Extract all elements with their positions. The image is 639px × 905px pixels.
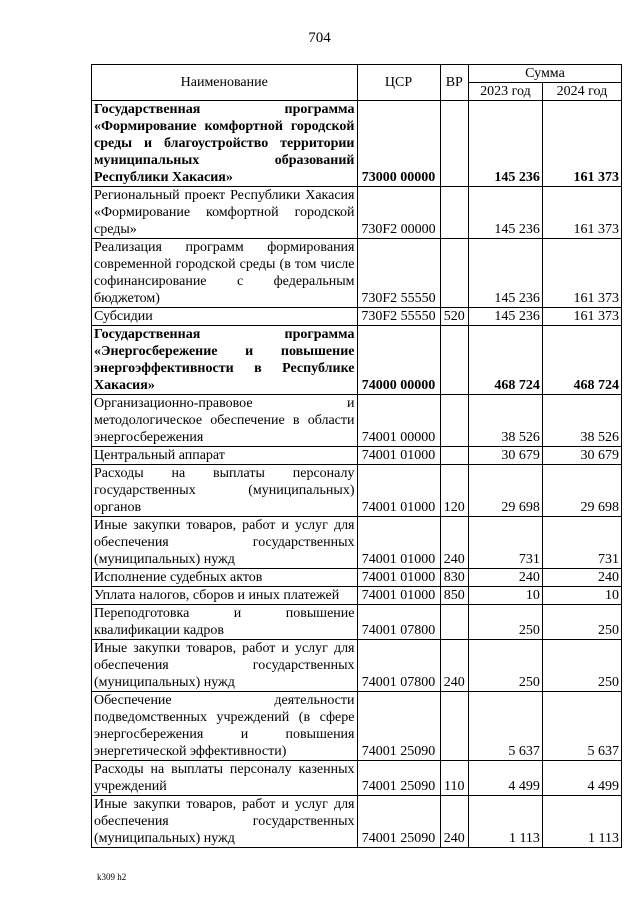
page-number: 704 <box>308 30 331 46</box>
row-vr <box>440 447 468 465</box>
row-sum-2023: 145 236 <box>468 239 542 308</box>
row-vr: 830 <box>440 569 468 587</box>
row-vr <box>440 395 468 447</box>
row-sum-2024: 468 724 <box>542 326 621 395</box>
row-vr: 850 <box>440 587 468 605</box>
row-sum-2024: 10 <box>542 587 621 605</box>
row-name: Иные закупки товаров, работ и услуг для обеспечения государственных (муниципальных) нужд <box>92 796 358 848</box>
table-body <box>92 101 622 848</box>
row-sum-2023: 30 679 <box>468 447 542 465</box>
row-sum-2023: 5 637 <box>468 692 542 761</box>
row-name: Центральный аппарат <box>92 447 358 465</box>
table-row <box>92 640 622 692</box>
row-vr <box>440 605 468 640</box>
row-name: Региональный проект Республики Хакасия «Формирование комфортной городской среды» <box>92 187 358 239</box>
row-vr: 240 <box>440 640 468 692</box>
table-row <box>92 796 622 848</box>
row-name: Расходы на выплаты персоналу государственных (муниципальных) органов <box>92 465 358 517</box>
row-csr: 730F2 00000 <box>357 187 440 239</box>
row-vr <box>440 101 468 187</box>
row-csr: 730F2 55550 <box>357 308 440 326</box>
row-vr: 520 <box>440 308 468 326</box>
table-row <box>92 692 622 761</box>
row-vr <box>440 239 468 308</box>
row-name: Субсидии <box>92 308 358 326</box>
row-sum-2024: 4 499 <box>542 761 621 796</box>
row-sum-2023: 38 526 <box>468 395 542 447</box>
table-row <box>92 605 622 640</box>
row-csr: 74001 01000 <box>357 465 440 517</box>
row-name: Реализация программ формирования современной городской среды (в том числе софинансирование с федеральным бюджетом) <box>92 239 358 308</box>
row-name: Иные закупки товаров, работ и услуг для обеспечения государственных (муниципальных) нужд <box>92 517 358 569</box>
table-row <box>92 569 622 587</box>
row-vr <box>440 326 468 395</box>
row-sum-2024: 240 <box>542 569 621 587</box>
row-vr <box>440 187 468 239</box>
row-sum-2023: 250 <box>468 640 542 692</box>
row-name: Уплата налогов, сборов и иных платежей <box>92 587 358 605</box>
row-csr: 74000 00000 <box>357 326 440 395</box>
budget-table <box>91 64 622 848</box>
header-vr: ВР <box>440 65 468 101</box>
header-csr: ЦСР <box>357 65 440 101</box>
row-sum-2023: 1 113 <box>468 796 542 848</box>
row-sum-2023: 250 <box>468 605 542 640</box>
document-code: k309 h2 <box>97 872 127 882</box>
row-csr: 74001 25090 <box>357 692 440 761</box>
row-vr: 240 <box>440 517 468 569</box>
row-sum-2023: 145 236 <box>468 101 542 187</box>
row-vr: 240 <box>440 796 468 848</box>
row-name: Исполнение судебных актов <box>92 569 358 587</box>
row-vr <box>440 692 468 761</box>
row-csr: 74001 25090 <box>357 761 440 796</box>
row-sum-2024: 161 373 <box>542 187 621 239</box>
table-row <box>92 187 622 239</box>
row-sum-2023: 4 499 <box>468 761 542 796</box>
header-sum: Сумма <box>468 65 621 83</box>
table-row <box>92 447 622 465</box>
row-name: Переподготовка и повышение квалификации кадров <box>92 605 358 640</box>
row-sum-2024: 161 373 <box>542 239 621 308</box>
row-csr: 74001 00000 <box>357 395 440 447</box>
row-sum-2023: 145 236 <box>468 308 542 326</box>
row-csr: 74001 01000 <box>357 517 440 569</box>
row-sum-2023: 731 <box>468 517 542 569</box>
row-sum-2024: 1 113 <box>542 796 621 848</box>
row-sum-2024: 731 <box>542 517 621 569</box>
table-row <box>92 308 622 326</box>
row-csr: 74001 01000 <box>357 447 440 465</box>
row-sum-2023: 240 <box>468 569 542 587</box>
table-row <box>92 517 622 569</box>
table-row <box>92 587 622 605</box>
row-sum-2024: 5 637 <box>542 692 621 761</box>
row-sum-2024: 29 698 <box>542 465 621 517</box>
row-sum-2024: 250 <box>542 640 621 692</box>
header-year-2024: 2024 год <box>542 83 621 101</box>
header-name: Наименование <box>92 65 358 101</box>
header-year-2023: 2023 год <box>468 83 542 101</box>
table-row <box>92 101 622 187</box>
row-name: Расходы на выплаты персоналу казенных учреждений <box>92 761 358 796</box>
row-csr: 730F2 55550 <box>357 239 440 308</box>
row-sum-2023: 10 <box>468 587 542 605</box>
row-sum-2024: 250 <box>542 605 621 640</box>
row-sum-2023: 145 236 <box>468 187 542 239</box>
row-csr: 74001 25090 <box>357 796 440 848</box>
row-sum-2024: 161 373 <box>542 101 621 187</box>
row-csr: 73000 00000 <box>357 101 440 187</box>
row-name: Государственная программа «Энергосбережение и повышение энергоэффективности в Республике Хакасия» <box>92 326 358 395</box>
row-csr: 74001 07800 <box>357 640 440 692</box>
row-sum-2023: 468 724 <box>468 326 542 395</box>
row-csr: 74001 01000 <box>357 569 440 587</box>
row-csr: 74001 01000 <box>357 587 440 605</box>
row-sum-2024: 161 373 <box>542 308 621 326</box>
table-row <box>92 761 622 796</box>
table-row <box>92 395 622 447</box>
row-name: Организационно-правовое и методологическое обеспечение в области энергосбережения <box>92 395 358 447</box>
row-vr: 120 <box>440 465 468 517</box>
table-row <box>92 239 622 308</box>
row-sum-2024: 38 526 <box>542 395 621 447</box>
row-name: Обеспечение деятельности подведомственных учреждений (в сфере энергосбережения и повышения энергетической эффективности) <box>92 692 358 761</box>
row-csr: 74001 07800 <box>357 605 440 640</box>
row-sum-2024: 30 679 <box>542 447 621 465</box>
table-row <box>92 326 622 395</box>
row-name: Иные закупки товаров, работ и услуг для обеспечения государственных (муниципальных) нужд <box>92 640 358 692</box>
row-vr: 110 <box>440 761 468 796</box>
row-name: Государственная программа «Формирование комфортной городской среды и благоустройство территории муниципальных образований Республики Хакасия» <box>92 101 358 187</box>
row-sum-2023: 29 698 <box>468 465 542 517</box>
table-row <box>92 465 622 517</box>
